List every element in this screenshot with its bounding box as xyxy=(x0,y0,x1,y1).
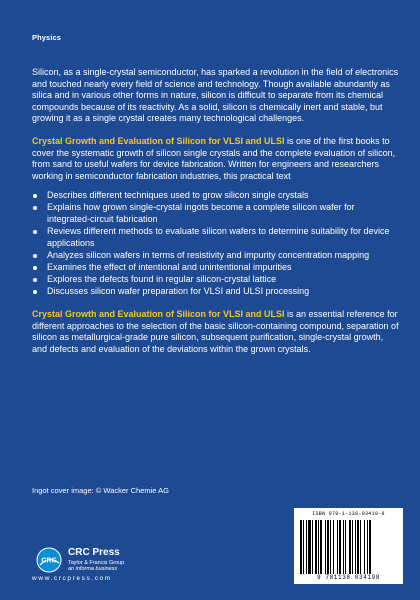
list-item xyxy=(32,274,400,286)
description-paragraph xyxy=(32,136,400,182)
isbn-text: ISBN 978-1-138-03419-8 xyxy=(312,511,385,517)
bullet-icon xyxy=(33,206,37,210)
barcode-icon xyxy=(300,520,397,574)
summary-text: is an essential reference for different approaches to the selection of the basic silicon-containing compound, separation of silicon as metallurgical-grade pure silicon, subsequent purification, single-crystal growth, and defects and evaluation of the deviations within the grown crystals. xyxy=(32,309,399,354)
publisher-group: Taylor & Francis Group xyxy=(68,560,125,566)
publisher-name: CRC Press xyxy=(68,547,120,558)
list-item-text: Examines the effect of intentional and unintentional impurities xyxy=(47,261,292,272)
book-title-highlight: Crystal Growth and Evaluation of Silicon for VLSI and ULSI xyxy=(32,309,285,320)
barcode-number: 9 781138 034198 xyxy=(316,574,380,581)
list-item-text: Explains how grown single-crystal ingots become a complete silicon wafer for integrated-circuit fabrication xyxy=(47,202,355,225)
description-text: is one of the first books to cover the systematic growth of silicon single crystals and the complete evaluation of silicon, from sand to useful wafers for device fabrication. Written for engineers and researchers working in semiconductor fabrication industries, this practical text xyxy=(32,135,396,181)
book-title-highlight: Crystal Growth and Evaluation of Silicon for VLSI and ULSI xyxy=(32,135,285,146)
publisher-tagline: an informa business xyxy=(68,566,118,572)
list-item xyxy=(32,226,400,249)
list-item xyxy=(32,190,400,202)
blurb xyxy=(32,67,400,356)
publisher-block xyxy=(32,535,202,585)
publisher-url[interactable]: www.crcpress.com xyxy=(32,575,112,582)
list-item xyxy=(32,286,400,298)
category-label: Physics xyxy=(32,33,62,42)
feature-list xyxy=(32,190,400,297)
list-item xyxy=(32,262,400,274)
list-item-text: Explores the defects found in regular silicon-crystal lattice xyxy=(47,274,277,284)
barcode-panel xyxy=(294,508,403,584)
crc-press-logo-icon xyxy=(36,547,62,573)
bullet-icon xyxy=(33,230,37,234)
bullet-icon xyxy=(33,194,37,198)
bullet-icon xyxy=(33,290,37,294)
list-item-text: Analyzes silicon wafers in terms of resistivity and impurity concentration mapping xyxy=(47,249,370,260)
list-item xyxy=(32,250,400,262)
list-item-text: Describes different techniques used to grow silicon single crystals xyxy=(47,190,309,201)
logo-text: CRC xyxy=(41,557,57,565)
intro-paragraph: Silicon, as a single-crystal semiconductor, has sparked a revolution in the field of electronics and touched nearly every field of science and technology. Though available abundantly as silica and in various other forms in nature, silicon is difficult to separate from its chemical compounds because of its reactivity. As a solid, silicon is chemically inert and stable, but growing it as a single crystal creates many technological challenges. xyxy=(32,67,399,124)
list-item-text: Discusses silicon wafer preparation for VLSI and ULSI processing xyxy=(47,286,310,297)
bullet-icon xyxy=(33,254,37,258)
cover-image-credit: Ingot cover image: © Wacker Chemie AG xyxy=(32,486,169,495)
list-item xyxy=(32,202,400,225)
bullet-icon xyxy=(33,278,37,282)
bullet-icon xyxy=(33,266,37,270)
summary-paragraph xyxy=(32,309,400,355)
list-item-text: Reviews different methods to evaluate silicon wafers to determine suitability for device applications xyxy=(47,226,390,248)
